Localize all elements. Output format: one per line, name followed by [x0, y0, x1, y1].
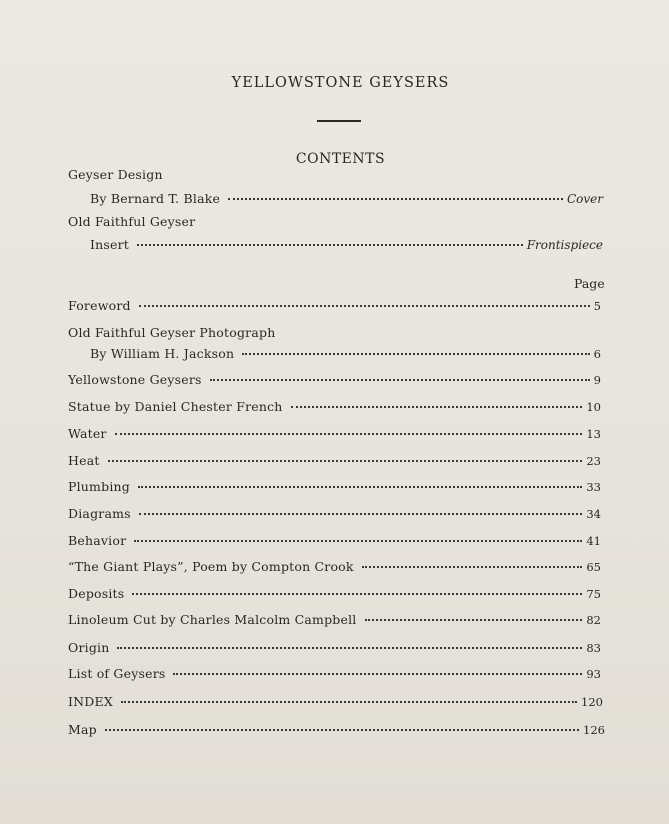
contents-heading: CONTENTS — [295, 151, 386, 167]
toc-entry — [68, 399, 601, 417]
toc-entry — [68, 722, 605, 740]
toc-entry — [68, 453, 601, 471]
toc-entry-label: Linoleum Cut by Charles Malcolm Campbell — [68, 612, 357, 627]
toc-entry-label: Map — [68, 722, 97, 737]
toc-entry — [68, 506, 601, 524]
toc-entry-label: Statue by Daniel Chester French — [68, 399, 283, 414]
dot-leader — [242, 352, 589, 355]
toc-entry-label: Yellowstone Geysers — [68, 372, 202, 387]
dot-leader — [134, 539, 582, 542]
toc-entry — [68, 479, 601, 497]
dot-leader — [108, 459, 583, 462]
toc-entry-page: 5 — [593, 299, 601, 313]
toc-entry-label: Deposits — [68, 586, 125, 601]
toc-entry-label: By Bernard T. Blake — [90, 191, 221, 206]
dot-leader — [173, 672, 582, 675]
toc-entry-page: 93 — [586, 667, 601, 681]
toc-entry-label: “The Giant Plays”, Poem by Compton Crook — [68, 559, 354, 574]
dot-leader — [291, 405, 583, 408]
toc-entry-label: Insert — [90, 237, 129, 252]
toc-entry-label: List of Geysers — [68, 666, 166, 681]
dot-leader — [105, 728, 579, 731]
toc-entry-page: Cover — [566, 192, 603, 206]
toc-heading-old-faithful: Old Faithful Geyser — [68, 214, 196, 229]
toc-entry-label: Plumbing — [68, 479, 130, 494]
toc-entry-label: Heat — [68, 453, 100, 468]
toc-heading-geyser-design: Geyser Design — [68, 167, 163, 182]
dot-leader — [115, 432, 583, 435]
toc-entry-label: Water — [68, 426, 107, 441]
toc-entry-page: 83 — [586, 641, 601, 655]
page-column-header: Page — [574, 276, 605, 291]
toc-entry — [68, 426, 601, 444]
toc-entry-page: 13 — [586, 427, 601, 441]
toc-entry-page: 33 — [586, 480, 601, 494]
toc-entry-page: 34 — [586, 507, 601, 521]
book-title: YELLOWSTONE GEYSERS — [231, 75, 450, 91]
toc-entry — [68, 372, 601, 390]
toc-entry-label: Origin — [68, 640, 110, 655]
toc-entry — [68, 640, 601, 658]
toc-entry-page: 9 — [593, 373, 601, 387]
toc-entry-label: Behavior — [68, 533, 127, 548]
toc-entry-page: 10 — [586, 400, 601, 414]
toc-entry-label: Diagrams — [68, 506, 131, 521]
toc-entry — [68, 586, 601, 604]
toc-entry-page: 41 — [586, 534, 601, 548]
toc-entry — [68, 533, 601, 551]
toc-heading-photograph: Old Faithful Geyser Photograph — [68, 325, 276, 340]
dot-leader — [362, 565, 583, 568]
toc-entry — [68, 298, 601, 316]
dot-leader — [117, 646, 582, 649]
toc-entry-label: By William H. Jackson — [90, 346, 235, 361]
toc-entry-page: 6 — [593, 347, 601, 361]
toc-entry — [68, 694, 603, 712]
dot-leader — [139, 304, 590, 307]
toc-entry-page: Frontispiece — [526, 238, 603, 252]
toc-entry — [68, 612, 601, 630]
dot-leader — [210, 378, 590, 381]
toc-entry-label: Foreword — [68, 298, 131, 313]
toc-entry — [68, 559, 601, 577]
dot-leader — [132, 592, 582, 595]
toc-entry-page: 23 — [586, 454, 601, 468]
toc-entry-page: 82 — [586, 613, 601, 627]
toc-entry — [90, 346, 601, 364]
dot-leader — [139, 512, 583, 515]
toc-entry-page: 65 — [586, 560, 601, 574]
toc-entry-page: 75 — [586, 587, 601, 601]
toc-entry-cover — [90, 191, 603, 209]
toc-entry-page: 120 — [581, 695, 603, 709]
dot-leader — [138, 485, 582, 488]
dot-leader — [121, 700, 577, 703]
dot-leader — [365, 618, 583, 621]
dot-leader — [137, 243, 523, 246]
toc-entry-frontispiece — [90, 237, 603, 255]
toc-entry — [68, 666, 601, 684]
dot-leader — [228, 197, 563, 200]
toc-entry-page: 126 — [583, 723, 605, 737]
toc-entry-label: INDEX — [68, 694, 113, 709]
